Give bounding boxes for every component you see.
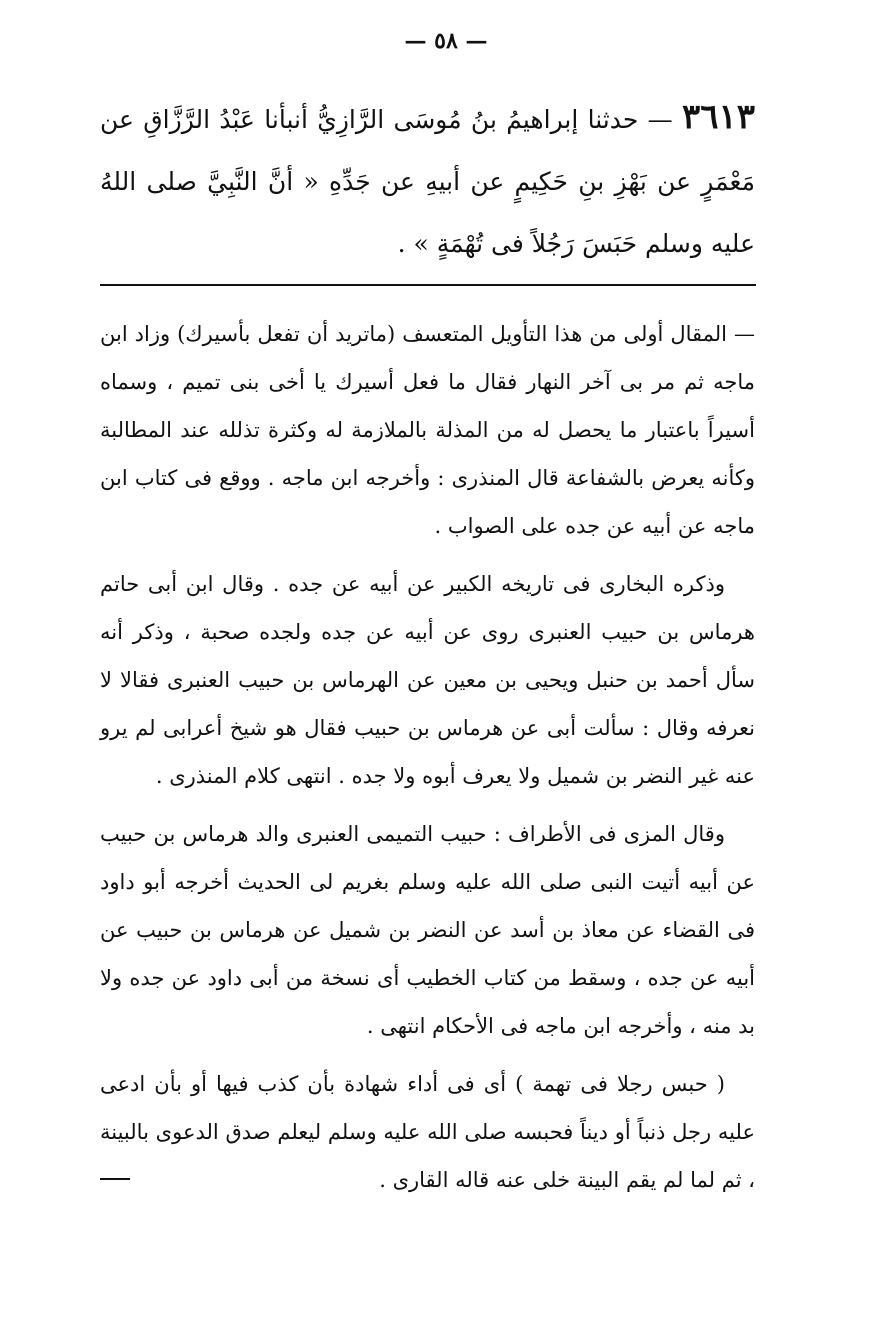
section-divider [100, 284, 756, 286]
commentary-paragraph: وقال المزى فى الأطراف : حبيب التميمى العنبرى والد هرماس بن حبيب عن أبيه أتيت النبى صلى الله عليه وسلم بغريم لى الحديث أخرجه أبو داود فى القضاء عن معاذ بن أسد عن النضر بن شميل عن هرماس بن حبيب عن أبيه عن جده ، وسقط من كتاب الخطيب أى نسخة من أبى داود عن جده ولا بد منه ، وأخرجه ابن ماجه فى الأحكام انتهى . [100, 822, 755, 1038]
commentary-block [100, 310, 755, 1214]
hadith-separator: — [638, 105, 682, 134]
commentary-paragraph: — المقال أولى من هذا التأويل المتعسف (ماتريد أن تفعل بأسيرك) وزاد ابن ماجه ثم مر بى آخر النهار فقال ما فعل أسيرك يا أخى بنى تميم ، وسماه أسيراً باعتبار ما يحصل له من المذلة بالملازمة له وكثرة تذلله عند المطالبة وكأنه يعرض بالشفاعة قال المنذرى : وأخرجه ابن ماجه . ووقع فى كتاب ابن ماجه عن أبيه عن جده على الصواب . [100, 322, 755, 538]
hadith-body: حدثنا إبراهيمُ بنُ مُوسَى الرَّازِيُّ أنبأنا عَبْدُ الرَّزَّاقِ عن مَعْمَرٍ عن بَهْزِ بنِ حَكِيمٍ عن أبيهِ عن جَدِّهِ « أنَّ النَّبِيَّ صلى اللهُ عليه وسلم حَبَسَ رَجُلاً فى تُهْمَةٍ » . [100, 105, 755, 258]
commentary-paragraph: وذكره البخارى فى تاريخه الكبير عن أبيه عن جده . وقال ابن أبى حاتم هرماس بن حبيب العنبرى روى عن أبيه عن جده ولجده صحبة ، وذكر أنه سأل أحمد بن حنبل ويحيى بن معين عن الهرماس بن حبيب العنبرى فقالا لا نعرفه وقال : سألت أبى عن هرماس بن حبيب فقال هو شيخ أعرابى لم يرو عنه غير النضر بن شميل ولا يعرف أبوه ولا جده . انتهى كلام المنذرى . [100, 572, 755, 788]
commentary-paragraph: ( حبس رجلا فى تهمة ) أى فى أداء شهادة بأن كذب فيها أو بأن ادعى عليه رجل ذنباً أو ديناً فحبسه صلى الله عليه وسلم ليعلم صدق الدعوى بالبينة ، ثم لما لم يقم البينة خلى عنه قاله القارى . [100, 1072, 755, 1192]
end-of-page-dash [100, 1178, 130, 1180]
page-number: — ٥٨ — [404, 28, 488, 54]
hadith-number: ٣٦١٣ [681, 97, 755, 137]
hadith-text-block [100, 86, 755, 275]
